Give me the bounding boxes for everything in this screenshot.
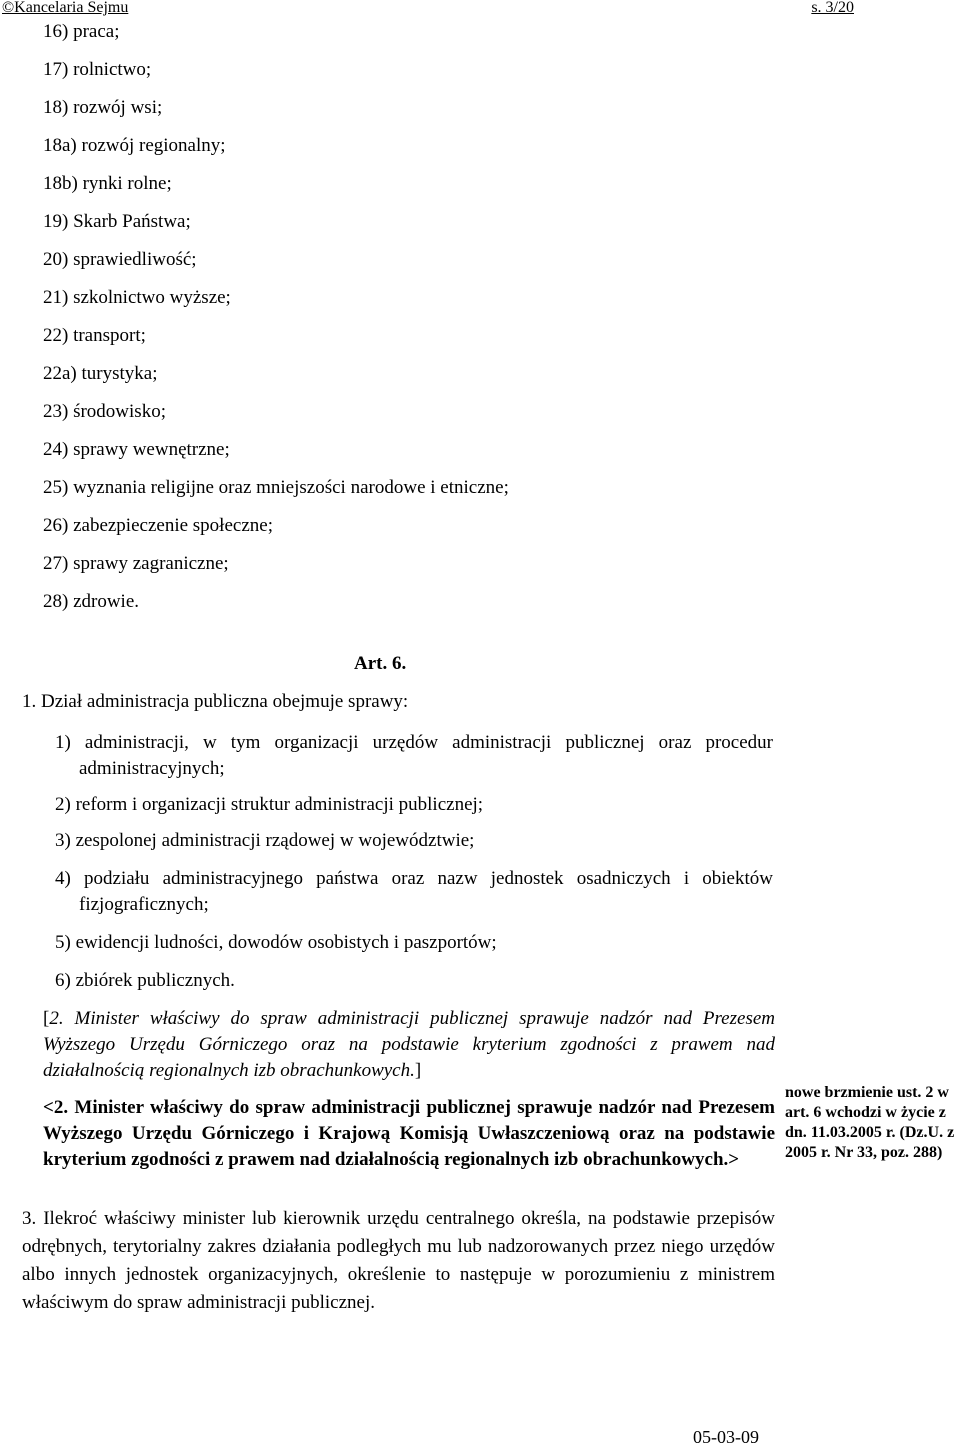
- list-item: 17) rolnictwo;: [43, 59, 152, 80]
- list-item: 18a) rozwój regionalny;: [43, 135, 226, 156]
- list-item: 18) rozwój wsi;: [43, 97, 163, 118]
- article-paragraph-1: 1. Dział administracja publiczna obejmuje sprawy:: [22, 691, 409, 712]
- article-item: [55, 968, 773, 994]
- old-paragraph-2: [43, 1006, 775, 1084]
- article-item: [55, 866, 773, 918]
- list-item: 16) praca;: [43, 21, 120, 42]
- article-item-text: 4) podziału administracyjnego państwa oraz nazw jednostek osadniczych i obiektów fizjograficznych;: [55, 868, 773, 915]
- list-item: 22a) turystyka;: [43, 363, 158, 384]
- article-item-text: 5) ewidencji ludności, dowodów osobistych i paszportów;: [55, 932, 497, 953]
- list-item: 27) sprawy zagraniczne;: [43, 553, 229, 574]
- list-item: 20) sprawiedliwość;: [43, 249, 197, 270]
- article-item-text: 1) administracji, w tym organizacji urzędów administracji publicznej oraz procedur administracyjnych;: [55, 732, 773, 779]
- article-item-text: 6) zbiórek publicznych.: [55, 970, 235, 991]
- list-item: 26) zabezpieczenie społeczne;: [43, 515, 273, 536]
- list-item: 28) zdrowie.: [43, 591, 140, 612]
- article-item: [55, 930, 773, 956]
- article-title: Art. 6.: [354, 653, 407, 674]
- list-item: 19) Skarb Państwa;: [43, 211, 191, 232]
- article-item-text: 3) zespolonej administracji rządowej w województwie;: [55, 830, 475, 851]
- list-item: 23) środowisko;: [43, 401, 166, 422]
- article-item: [55, 730, 773, 782]
- new-paragraph-open-marker: <: [43, 1097, 54, 1118]
- list-item: 25) wyznania religijne oraz mniejszości narodowe i etniczne;: [43, 477, 509, 498]
- article-item: [55, 828, 773, 854]
- old-paragraph-open-marker: [: [43, 1008, 50, 1029]
- new-paragraph-close-marker: >: [728, 1149, 740, 1170]
- margin-note: nowe brzmienie ust. 2 w art. 6 wchodzi w życie z dn. 11.03.2005 r. (Dz.U. z 2005 r. Nr 33, poz. 288): [785, 1084, 955, 1161]
- footer-date: 05-03-09: [693, 1427, 759, 1447]
- list-item: 24) sprawy wewnętrzne;: [43, 439, 230, 460]
- old-paragraph-close-marker: ]: [414, 1060, 422, 1081]
- list-item: 22) transport;: [43, 325, 146, 346]
- article-paragraph-3: 3. Ilekroć właściwy minister lub kierownik urzędu centralnego określa, na podstawie przepisów odrębnych, terytorialny zakres działania podległych mu lub nadzorowanych przez niego urzędów albo innych jednostek organizacyjnych, określenie to następuje w porozumieniu z ministrem właściwym do spraw administracji publicznej.: [22, 1208, 775, 1313]
- list-item: 18b) rynki rolne;: [43, 173, 172, 194]
- article-item-text: 2) reform i organizacji struktur administracji publicznej;: [55, 794, 484, 815]
- header-source: ©Kancelaria Sejmu: [2, 0, 129, 16]
- new-paragraph-2-text: 2. Minister właściwy do spraw administracji publicznej sprawuje nadzór nad Prezesem Wyższego Urzędu Górniczego i Krajową Komisją Uwłaszczeniową oraz na podstawie kryterium zgodności z prawem nad działalnością regionalnych izb obrachunkowych.: [43, 1097, 775, 1170]
- new-paragraph-2: [43, 1095, 775, 1173]
- header-page-number: s. 3/20: [811, 0, 854, 16]
- old-paragraph-2-text: 2. Minister właściwy do spraw administracji publicznej sprawuje nadzór nad Prezesem Wyższego Urzędu Górniczego oraz na podstawie kryterium zgodności z prawem nad działalnością regionalnych izb obrachunkowych.: [43, 1008, 775, 1081]
- article-item: [55, 792, 773, 818]
- list-item: 21) szkolnictwo wyższe;: [43, 287, 231, 308]
